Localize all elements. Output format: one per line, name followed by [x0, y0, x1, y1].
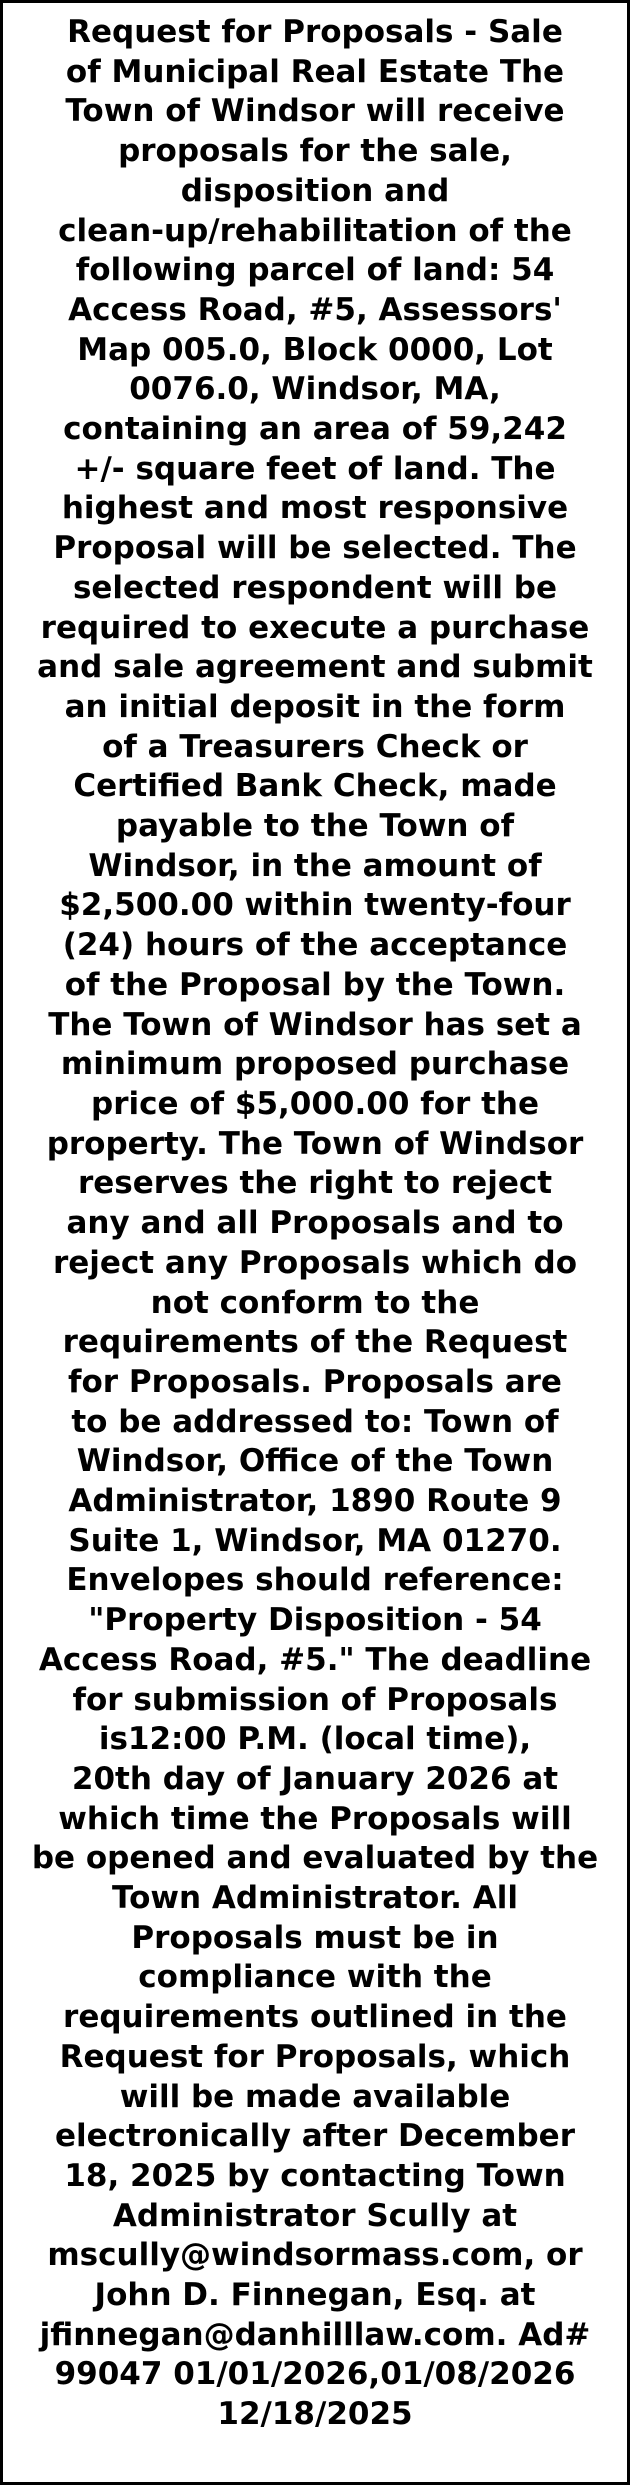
notice-line: clean-up/rehabilitation of the [58, 212, 572, 249]
notice-line: proposals for the sale, [118, 133, 512, 170]
notice-line: electronically after December [55, 2118, 575, 2155]
notice-line: of the Proposal by the Town. [64, 966, 566, 1003]
notice-line: Access Road, #5, Assessors' [68, 291, 562, 328]
notice-line: mscully@windsormass.com, or [47, 2237, 583, 2274]
notice-line: "Property Disposition - 54 [88, 1602, 542, 1639]
notice-line: Proposals must be in [131, 1919, 499, 1956]
notice-line: of Municipal Real Estate The [65, 53, 565, 90]
notice-line: an initial deposit in the form [64, 688, 566, 725]
notice-line: property. The Town of Windsor [46, 1125, 584, 1162]
notice-line: to be addressed to: Town of [71, 1403, 559, 1440]
notice-line: Map 005.0, Block 0000, Lot [77, 331, 553, 368]
notice-line: Town Administrator. All [112, 1880, 518, 1917]
notice-line: Town of Windsor will receive [65, 93, 565, 130]
notice-line: disposition and [180, 172, 450, 209]
notice-line: for submission of Proposals [72, 1681, 558, 1718]
notice-line: compliance with the [138, 1959, 492, 1996]
notice-line: following parcel of land: 54 [75, 252, 555, 289]
notice-line: minimum proposed purchase [60, 1046, 570, 1083]
notice-line: 12/18/2025 [217, 2396, 413, 2433]
notice-line: be opened and evaluated by the [31, 1840, 599, 1877]
notice-line: 20th day of January 2026 at [71, 1760, 559, 1797]
notice-line: +/- square feet of land. The [74, 450, 556, 487]
legal-notice-text [13, 13, 617, 2435]
notice-line: payable to the Town of [115, 808, 515, 845]
notice-line: Certified Bank Check, made [73, 768, 557, 805]
notice-line: price of $5,000.00 for the [91, 1085, 539, 1122]
notice-line: Request for Proposals, which [59, 2038, 571, 2075]
notice-line: $2,500.00 within twenty-four [59, 887, 571, 924]
notice-line: Envelopes should reference: [66, 1562, 564, 1599]
notice-line: Request for Proposals - Sale [67, 14, 563, 50]
notice-line: and sale agreement and submit [37, 649, 593, 686]
notice-line: required to execute a purchase [40, 609, 590, 646]
notice-line: containing an area of 59,242 [63, 411, 567, 448]
notice-line: requirements of the Request [62, 1324, 568, 1361]
notice-line: highest and most responsive [61, 490, 569, 527]
notice-line: reject any Proposals which do [52, 1244, 578, 1281]
notice-line: of a Treasurers Check or [102, 728, 528, 765]
notice-line: selected respondent will be [72, 569, 558, 606]
notice-line: requirements outlined in the [63, 1999, 567, 2036]
notice-line: for Proposals. Proposals are [68, 1363, 562, 1400]
notice-line: reserves the right to reject [77, 1165, 553, 1202]
notice-line: any and all Proposals and to [66, 1205, 564, 1242]
notice-line: jfinnegan@danhilllaw.com. Ad# [39, 2316, 591, 2353]
notice-line: Administrator, 1890 Route 9 [68, 1483, 562, 1520]
notice-line: John D. Finnegan, Esq. at [94, 2277, 536, 2314]
notice-line: will be made available [119, 2078, 511, 2115]
notice-line: is12:00 P.M. (local time), [98, 1721, 532, 1758]
notice-line: Proposal will be selected. The [53, 530, 577, 567]
notice-line: 0076.0, Windsor, MA, [129, 371, 501, 408]
notice-line: which time the Proposals will [58, 1800, 572, 1837]
notice-line: 18, 2025 by contacting Town [64, 2157, 566, 2194]
notice-line: 99047 01/01/2026,01/08/2026 [54, 2356, 576, 2393]
notice-line: (24) hours of the acceptance [62, 927, 568, 964]
notice-line: Windsor, Office of the Town [76, 1443, 554, 1480]
notice-line: The Town of Windsor has set a [48, 1006, 582, 1043]
notice-line: not conform to the [150, 1284, 480, 1321]
notice-line: Windsor, in the amount of [88, 847, 542, 884]
notice-line: Suite 1, Windsor, MA 01270. [68, 1522, 562, 1559]
notice-line: Administrator Scully at [112, 2197, 518, 2234]
notice-line: Access Road, #5." The deadline [38, 1641, 592, 1678]
